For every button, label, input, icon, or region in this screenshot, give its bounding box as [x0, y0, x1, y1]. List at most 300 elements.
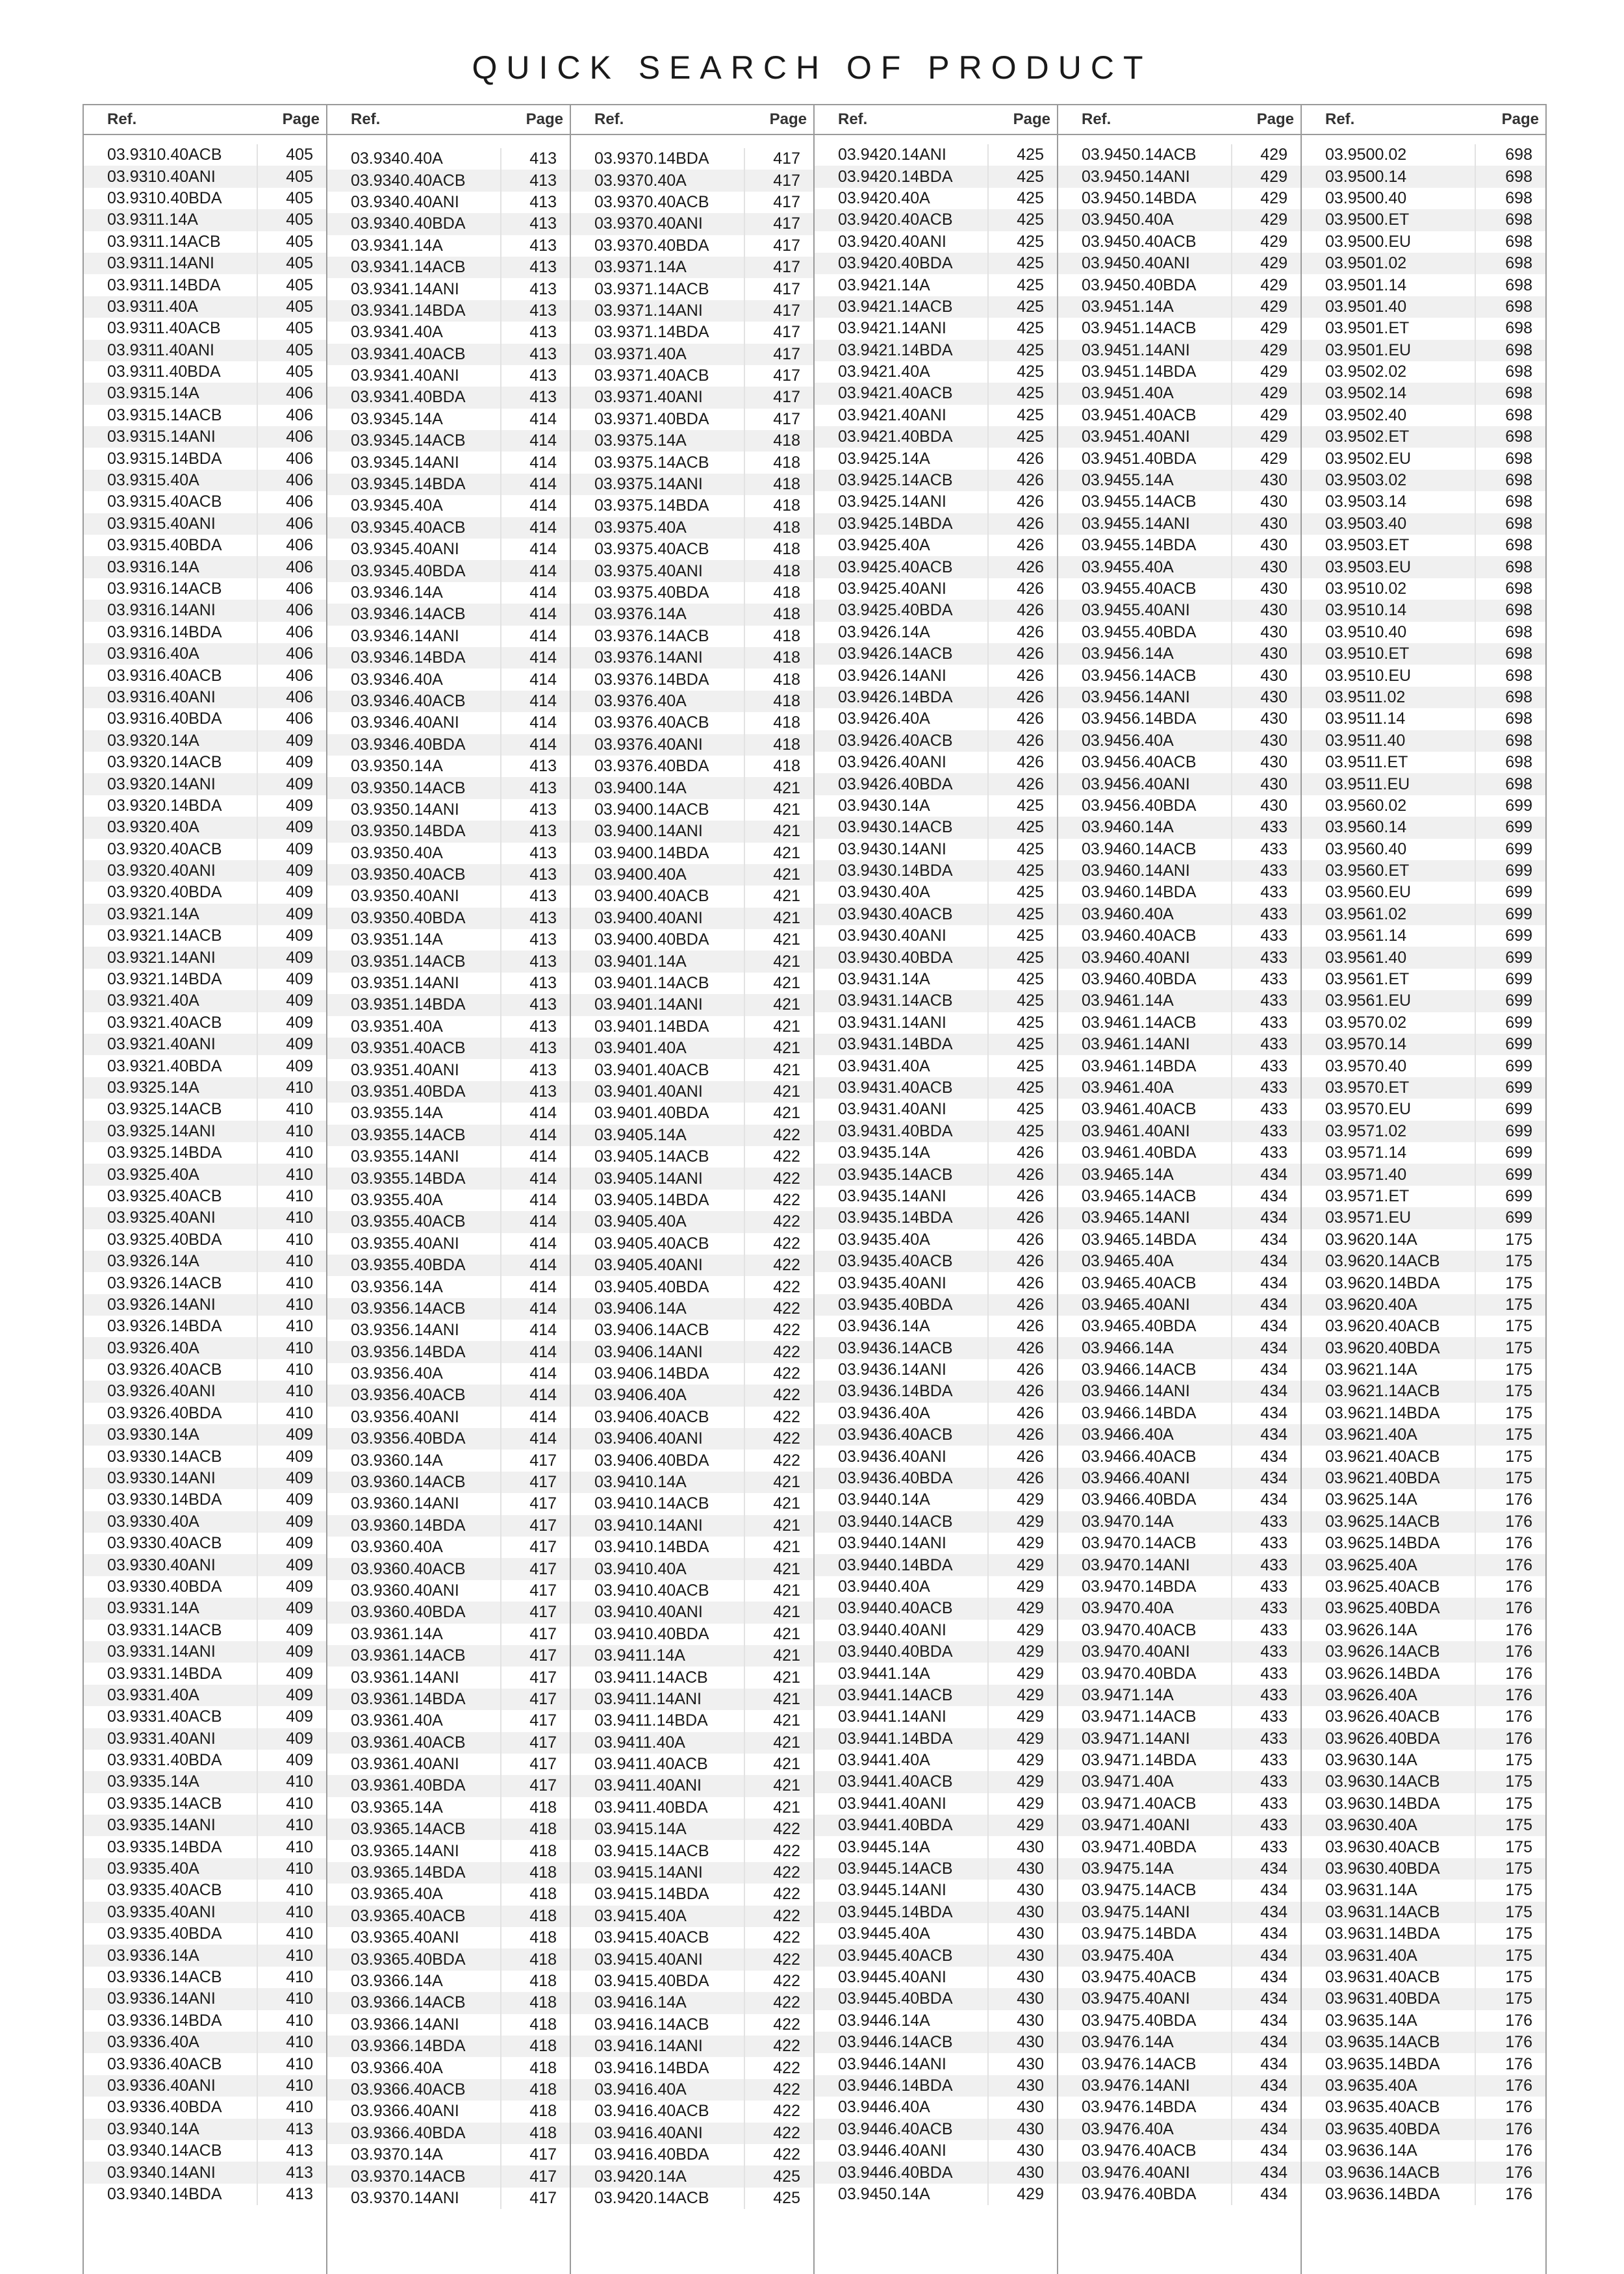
page-number: 433: [1260, 1837, 1288, 1856]
product-ref: 03.9476.14A: [1058, 2032, 1232, 2053]
product-ref: 03.9341.14A: [327, 235, 501, 257]
page-number: 426: [1017, 557, 1044, 576]
table-row: [815, 665, 1057, 686]
page-number: 430: [1017, 1968, 1044, 1986]
table-row: [327, 560, 570, 581]
product-ref: 03.9400.40A: [571, 864, 745, 886]
page-number: 175: [1505, 1946, 1532, 1965]
page-number: 409: [286, 818, 313, 837]
table-row: [1058, 1641, 1300, 1663]
product-ref: 03.9335.40A: [84, 1858, 258, 1880]
table-row: [1058, 1403, 1300, 1424]
table-row: [327, 2188, 570, 2209]
page-number: 410: [286, 1816, 313, 1835]
product-ref: 03.9511.02: [1302, 687, 1476, 708]
table-row: [84, 535, 326, 556]
table-row: [1302, 1468, 1545, 1489]
product-ref: 03.9370.14ANI: [327, 2188, 501, 2209]
page-number: 417: [529, 1473, 557, 1492]
page-number: 421: [773, 1538, 800, 1557]
table-row: [571, 821, 813, 842]
product-ref: 03.9476.14ACB: [1058, 2053, 1232, 2075]
table-row: [1302, 665, 1545, 686]
table-row: [1302, 1489, 1545, 1511]
table-row: [815, 2097, 1057, 2118]
table-row: [84, 1099, 326, 1120]
product-ref: 03.9406.40ACB: [571, 1407, 745, 1428]
product-ref: 03.9365.40A: [327, 1884, 501, 1905]
table-row: [327, 1146, 570, 1168]
page-number: 417: [773, 279, 800, 298]
product-ref: 03.9431.40ANI: [815, 1099, 989, 1120]
table-row: [1302, 990, 1545, 1012]
page-number: 175: [1505, 1837, 1532, 1856]
table-row: [815, 1272, 1057, 1294]
product-ref: 03.9351.14BDA: [327, 994, 501, 1016]
table-row: [84, 2097, 326, 2118]
table-row: [571, 2036, 813, 2057]
page-number: 418: [773, 518, 800, 537]
product-ref: 03.9560.02: [1302, 795, 1476, 817]
page-number: 433: [1260, 1534, 1288, 1553]
table-row: [84, 1620, 326, 1641]
column-header: [1058, 104, 1300, 135]
product-ref: 03.9336.14A: [84, 1945, 258, 1966]
table-row: [571, 734, 813, 756]
table-row: [1302, 1706, 1545, 1728]
table-row: [571, 777, 813, 798]
table-row: [571, 1537, 813, 1558]
page-number: 405: [286, 211, 313, 229]
product-ref: 03.9311.40BDA: [84, 361, 258, 383]
page-number: 409: [286, 948, 313, 967]
product-ref: 03.9471.40BDA: [1058, 1836, 1232, 1858]
product-ref: 03.9410.14BDA: [571, 1537, 745, 1558]
table-row: [1302, 687, 1545, 708]
page-number: 409: [286, 1490, 313, 1509]
page-number: 422: [773, 1190, 800, 1209]
page-number: 410: [286, 1273, 313, 1292]
table-row: [327, 213, 570, 235]
table-row: [815, 1576, 1057, 1598]
product-ref: 03.9636.14ACB: [1302, 2162, 1476, 2183]
page-number: 429: [1260, 405, 1288, 424]
page-number: 421: [773, 974, 800, 993]
product-ref: 03.9426.40A: [815, 708, 989, 730]
page-number: 422: [773, 1386, 800, 1405]
table-row: [1058, 1815, 1300, 1836]
page-number: 409: [286, 1685, 313, 1704]
table-row: [571, 2144, 813, 2165]
table-row: [1302, 1511, 1545, 1533]
page-number: 699: [1505, 1208, 1532, 1227]
table-row: [84, 491, 326, 513]
product-ref: 03.9376.40A: [571, 691, 745, 712]
table-row: [1058, 1620, 1300, 1641]
product-ref: 03.9631.40A: [1302, 1945, 1476, 1966]
table-row: [1058, 2032, 1300, 2053]
page-number: 418: [529, 1972, 557, 1990]
table-row: [571, 322, 813, 343]
table-row: [571, 1016, 813, 1038]
page-number: 430: [1260, 796, 1288, 815]
product-ref: 03.9375.14ACB: [571, 452, 745, 473]
table-row: [1058, 947, 1300, 968]
page-number: 413: [529, 214, 557, 233]
page-number: 421: [773, 1603, 800, 1622]
product-ref: 03.9461.14A: [1058, 990, 1232, 1012]
table-row: [815, 795, 1057, 817]
page-number: 434: [1260, 2011, 1288, 2030]
product-ref: 03.9471.14ANI: [1058, 1728, 1232, 1750]
product-ref: 03.9560.40: [1302, 839, 1476, 860]
table-row: [571, 2123, 813, 2144]
product-ref: 03.9461.40A: [1058, 1077, 1232, 1099]
page-number: 425: [1017, 340, 1044, 359]
page-number: 409: [286, 1729, 313, 1748]
table-row: [571, 1363, 813, 1385]
table-row: [571, 1819, 813, 1840]
page-number: 698: [1505, 146, 1532, 164]
product-ref: 03.9365.40BDA: [327, 1948, 501, 1970]
table-row: [84, 426, 326, 448]
product-ref: 03.9561.02: [1302, 904, 1476, 925]
table-row: [84, 1272, 326, 1294]
table-row: [815, 1620, 1057, 1641]
table-row: [571, 517, 813, 539]
page-number: 434: [1260, 2119, 1288, 2138]
table-row: [1302, 1381, 1545, 1402]
table-row: [1302, 188, 1545, 209]
page-number: 433: [1260, 1013, 1288, 1032]
table-row: [571, 973, 813, 994]
table-row: [84, 1489, 326, 1511]
page-number: 426: [1017, 1252, 1044, 1271]
page-number: 429: [1017, 1707, 1044, 1726]
product-ref: 03.9345.40ACB: [327, 517, 501, 539]
table-row: [571, 1927, 813, 1948]
table-row: [1302, 1685, 1545, 1706]
table-row: [815, 491, 1057, 513]
table-row: [1302, 231, 1545, 253]
page-number: 425: [773, 2188, 800, 2207]
page-number: 414: [529, 1104, 557, 1123]
product-ref: 03.9370.40A: [571, 170, 745, 191]
column-header: [1302, 104, 1545, 135]
table-row: [571, 2079, 813, 2101]
product-ref: 03.9325.14BDA: [84, 1142, 258, 1164]
table-row: [1058, 1055, 1300, 1077]
table-row: [84, 1685, 326, 1706]
table-row: [571, 300, 813, 322]
page-number: 413: [529, 171, 557, 190]
page-number: 425: [1017, 363, 1044, 381]
product-ref: 03.9430.40BDA: [815, 947, 989, 968]
table-row: [327, 278, 570, 300]
table-row: [815, 773, 1057, 795]
product-ref: 03.9510.ET: [1302, 643, 1476, 665]
product-ref: 03.9336.14ACB: [84, 1967, 258, 1988]
page-number: 406: [286, 428, 313, 446]
page-number: 434: [1260, 1425, 1288, 1444]
table-row: [1058, 556, 1300, 578]
product-ref: 03.9621.40BDA: [1302, 1468, 1476, 1489]
table-row: [571, 1689, 813, 1710]
product-ref: 03.9470.14BDA: [1058, 1576, 1232, 1598]
table-row: [1302, 318, 1545, 339]
page-number: 698: [1505, 557, 1532, 576]
product-ref: 03.9431.40A: [815, 1055, 989, 1077]
product-ref: 03.9335.14ANI: [84, 1815, 258, 1836]
page-number: 409: [286, 1707, 313, 1726]
product-ref: 03.9360.14ACB: [327, 1472, 501, 1493]
product-ref: 03.9635.40A: [1302, 2075, 1476, 2097]
product-ref: 03.9635.40BDA: [1302, 2119, 1476, 2140]
page-number: 425: [1017, 188, 1044, 207]
page-number: 413: [529, 1017, 557, 1036]
table-row: [815, 274, 1057, 296]
page-number: 698: [1505, 731, 1532, 750]
page-number: 410: [286, 1946, 313, 1965]
table-row: [1302, 1880, 1545, 1901]
page-number: 425: [1017, 428, 1044, 446]
product-ref: 03.9626.14A: [1302, 1620, 1476, 1641]
page-number: 406: [286, 449, 313, 468]
page-number: 414: [529, 583, 557, 602]
table-row: [1302, 578, 1545, 600]
table-row: [1302, 947, 1545, 968]
product-ref: 03.9456.14BDA: [1058, 708, 1232, 730]
table-row: [327, 1190, 570, 1211]
product-ref: 03.9310.40ANI: [84, 166, 258, 187]
page-number: 433: [1260, 904, 1288, 923]
product-ref: 03.9316.14BDA: [84, 622, 258, 643]
page-number: 433: [1260, 1707, 1288, 1726]
product-ref: 03.9400.14A: [571, 777, 745, 798]
page-number: 418: [773, 605, 800, 624]
page-number: 422: [773, 1950, 800, 1969]
product-ref: 03.9456.40ANI: [1058, 773, 1232, 795]
product-ref: 03.9320.40A: [84, 817, 258, 838]
product-ref: 03.9425.40ACB: [815, 556, 989, 578]
product-ref: 03.9400.40ACB: [571, 886, 745, 907]
page-number: 429: [1017, 1664, 1044, 1683]
page-number: 413: [529, 930, 557, 949]
table-row: [327, 322, 570, 343]
page-number: 425: [1017, 883, 1044, 902]
product-ref: 03.9405.14ANI: [571, 1168, 745, 1189]
product-ref: 03.9350.14A: [327, 756, 501, 777]
product-ref: 03.9355.40A: [327, 1190, 501, 1211]
product-ref: 03.9371.14ANI: [571, 300, 745, 322]
table-row: [84, 1337, 326, 1359]
table-row: [84, 1858, 326, 1880]
product-ref: 03.9341.14ACB: [327, 257, 501, 278]
table-row: [815, 1055, 1057, 1077]
table-row: [84, 2053, 326, 2075]
product-ref: 03.9371.14A: [571, 257, 745, 278]
product-ref: 03.9420.40BDA: [815, 253, 989, 274]
product-ref: 03.9331.40A: [84, 1685, 258, 1706]
table-row: [1302, 1728, 1545, 1750]
page-number: 409: [286, 1013, 313, 1032]
page-number: 405: [286, 340, 313, 359]
page-number: 417: [773, 214, 800, 233]
product-ref: 03.9446.40ACB: [815, 2119, 989, 2140]
table-row: [327, 626, 570, 647]
product-ref: 03.9421.40A: [815, 361, 989, 383]
product-ref: 03.9406.40ANI: [571, 1428, 745, 1450]
table-row: [815, 2184, 1057, 2205]
page-number: 426: [1017, 645, 1044, 663]
product-ref: 03.9451.40ANI: [1058, 426, 1232, 448]
table-row: [1058, 578, 1300, 600]
table-row: [84, 1598, 326, 1619]
page-number: 175: [1505, 1989, 1532, 2008]
product-ref: 03.9440.40ANI: [815, 1620, 989, 1641]
table-row: [327, 2014, 570, 2036]
page-number: 429: [1260, 428, 1288, 446]
product-ref: 03.9435.14ANI: [815, 1186, 989, 1207]
product-ref: 03.9621.40ACB: [1302, 1446, 1476, 1467]
page-number: 410: [286, 1924, 313, 1943]
product-ref: 03.9325.40A: [84, 1164, 258, 1185]
table-row: [1058, 491, 1300, 513]
table-row: [1058, 166, 1300, 187]
product-ref: 03.9356.40BDA: [327, 1428, 501, 1450]
table-row: [571, 1515, 813, 1537]
page-number: 422: [773, 2037, 800, 2056]
page-number: 430: [1017, 2098, 1044, 2117]
table-row: [815, 209, 1057, 231]
page-number: 425: [1017, 1078, 1044, 1097]
table-row: [571, 1407, 813, 1428]
table-row: [815, 2032, 1057, 2053]
product-ref: 03.9636.14A: [1302, 2140, 1476, 2162]
table-row: [571, 1320, 813, 1341]
product-ref: 03.9510.EU: [1302, 665, 1476, 686]
table-row: [815, 340, 1057, 361]
table-row: [327, 2057, 570, 2078]
page-number: 422: [773, 1906, 800, 1925]
product-ref: 03.9500.ET: [1302, 209, 1476, 231]
product-ref: 03.9331.40BDA: [84, 1750, 258, 1771]
page-number: 426: [1017, 1469, 1044, 1488]
table-row: [815, 2162, 1057, 2183]
product-ref: 03.9371.14BDA: [571, 322, 745, 343]
page-number: 425: [1017, 839, 1044, 858]
product-ref: 03.9461.14ACB: [1058, 1012, 1232, 1034]
table-row: [815, 1446, 1057, 1467]
product-ref: 03.9415.40BDA: [571, 1971, 745, 1992]
page-number: 405: [286, 363, 313, 381]
product-ref: 03.9502.ET: [1302, 426, 1476, 448]
product-ref: 03.9445.40BDA: [815, 1988, 989, 2010]
page-number: 426: [1017, 1295, 1044, 1314]
page-number: 698: [1505, 709, 1532, 728]
page-number: 413: [529, 1060, 557, 1079]
product-ref: 03.9570.02: [1302, 1012, 1476, 1034]
table-row: [84, 1424, 326, 1446]
table-row: [815, 2119, 1057, 2140]
table-row: [1058, 2010, 1300, 2032]
page-number: 176: [1505, 2141, 1532, 2160]
table-row: [84, 1077, 326, 1099]
table-row: [1302, 882, 1545, 903]
page-number: 421: [773, 1581, 800, 1600]
product-ref: 03.9430.40ACB: [815, 904, 989, 925]
table-row: [1302, 1272, 1545, 1294]
product-ref: 03.9446.40A: [815, 2097, 989, 2118]
page-number: 422: [773, 1451, 800, 1470]
page-number: 699: [1505, 1186, 1532, 1205]
product-ref: 03.9430.14BDA: [815, 860, 989, 882]
product-ref: 03.9350.14BDA: [327, 821, 501, 842]
page-number: 410: [286, 1338, 313, 1357]
table-row: [1058, 2184, 1300, 2205]
table-row: [571, 2101, 813, 2122]
table-row: [815, 730, 1057, 752]
page-number: 409: [286, 753, 313, 772]
table-row: [815, 535, 1057, 556]
table-row: [1058, 253, 1300, 274]
table-row: [84, 643, 326, 665]
product-ref: 03.9511.ET: [1302, 752, 1476, 773]
product-ref: 03.9330.40BDA: [84, 1576, 258, 1598]
table-row: [1302, 1902, 1545, 1923]
product-ref: 03.9415.14ACB: [571, 1840, 745, 1861]
table-row: [1058, 687, 1300, 708]
product-ref: 03.9570.EU: [1302, 1099, 1476, 1120]
table-row: [571, 1580, 813, 1602]
product-ref: 03.9401.40ACB: [571, 1059, 745, 1080]
table-row: [1058, 1728, 1300, 1750]
product-ref: 03.9320.14ACB: [84, 752, 258, 773]
page-number: 417: [773, 344, 800, 363]
table-row: [571, 604, 813, 625]
page-number: 421: [773, 800, 800, 819]
page-number: 425: [1017, 254, 1044, 273]
table-row: [1058, 882, 1300, 903]
page-number: 409: [286, 1599, 313, 1618]
product-ref: 03.9411.14BDA: [571, 1710, 745, 1731]
page-number: 430: [1017, 2011, 1044, 2030]
table-row: [327, 1558, 570, 1579]
page-number: 418: [529, 1841, 557, 1860]
table-row: [571, 886, 813, 907]
page-number: 426: [1017, 580, 1044, 598]
page-number: 698: [1505, 211, 1532, 229]
page-number: 429: [1260, 232, 1288, 251]
page-number: 425: [1017, 211, 1044, 229]
page-number: 429: [1260, 363, 1288, 381]
product-ref: 03.9365.14ACB: [327, 1819, 501, 1840]
page-number: 405: [286, 275, 313, 294]
product-ref: 03.9316.14A: [84, 556, 258, 578]
product-ref: 03.9340.14ANI: [84, 2162, 258, 2183]
table-row: [571, 1081, 813, 1103]
table-row: [1058, 144, 1300, 166]
product-ref: 03.9420.14A: [571, 2165, 745, 2187]
page-number: 421: [773, 995, 800, 1014]
product-ref: 03.9360.14BDA: [327, 1515, 501, 1537]
table-row: [1058, 1337, 1300, 1359]
page-number: 414: [529, 1321, 557, 1340]
page-number: 417: [529, 2167, 557, 2186]
page-number: 414: [529, 626, 557, 645]
product-ref: 03.9340.40A: [327, 148, 501, 170]
product-ref: 03.9475.14BDA: [1058, 1923, 1232, 1945]
